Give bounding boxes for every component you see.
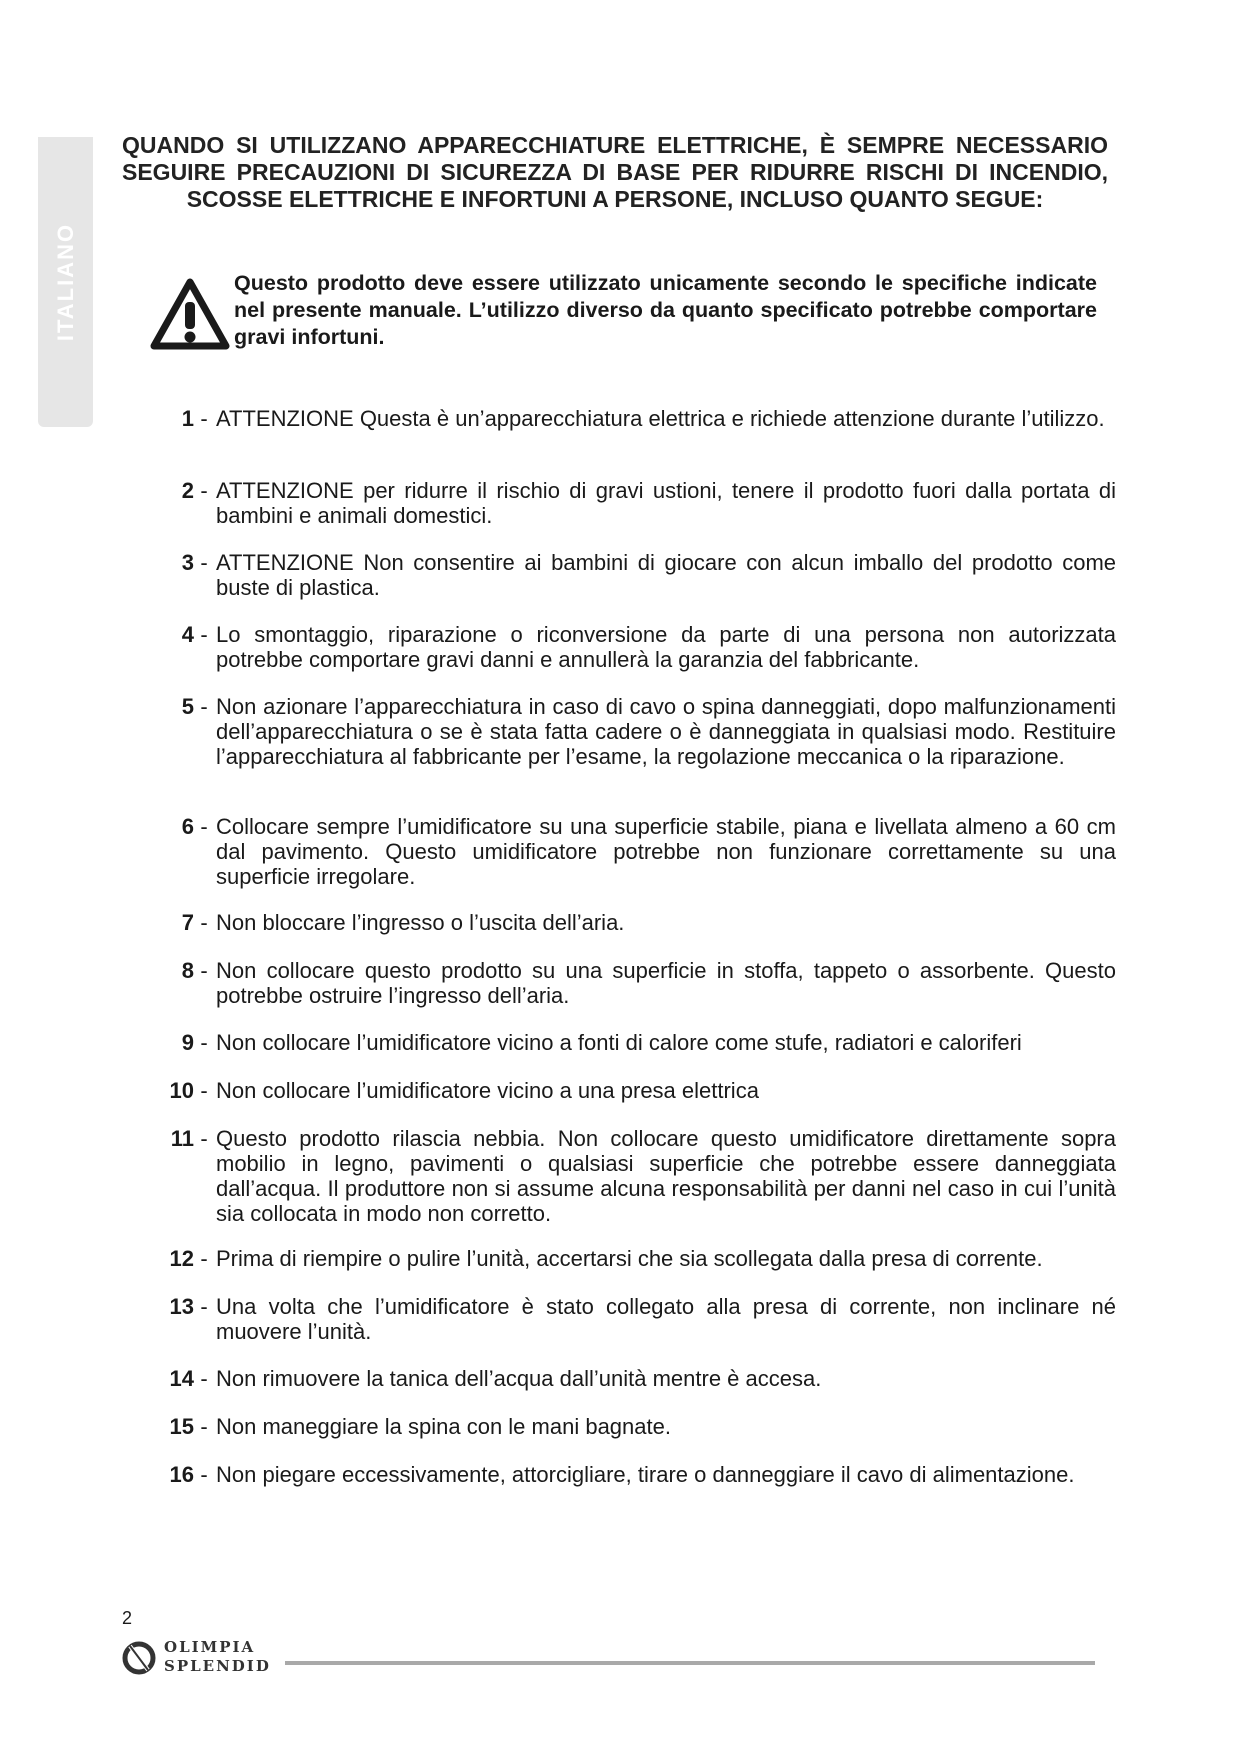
item-dash: - (200, 814, 208, 839)
item-text: Non collocare l’umidificatore vicino a fonti di calore come stufe, radiatori e caloriferi (216, 1030, 1022, 1055)
item-text: Collocare sempre l’umidificatore su una superficie stabile, piana e livellata almeno a 60 cm dal pavimento. Questo umidificatore potrebbe non funzionare correttamente su una superficie irregolare. (216, 814, 1116, 889)
item-text: Non bloccare l’ingresso o l’uscita dell’aria. (216, 910, 625, 935)
item-text: Non collocare l’umidificatore vicino a una presa elettrica (216, 1078, 759, 1103)
item-dash: - (200, 478, 208, 503)
item-dash: - (200, 694, 208, 719)
item-text: ATTENZIONE Questa è un’apparecchiatura elettrica e richiede attenzione durante l’utilizzo. (216, 406, 1105, 431)
item-text: Lo smontaggio, riparazione o riconversione da parte di una persona non autorizzata potrebbe comportare gravi danni e annullerà la garanzia del fabbricante. (216, 622, 1116, 672)
item-text: Non piegare eccessivamente, attorcigliare, tirare o danneggiare il cavo di alimentazione. (216, 1462, 1075, 1487)
item-dash: - (200, 910, 208, 935)
olimpia-splendid-logo-icon (120, 1639, 158, 1677)
item-text: ATTENZIONE Non consentire ai bambini di giocare con alcun imballo del prodotto come buste di plastica. (216, 550, 1116, 600)
item-dash: - (200, 1126, 208, 1151)
brand-line1: OLIMPIA (164, 1638, 256, 1656)
warning-triangle-icon (150, 278, 230, 350)
item-text: Prima di riempire o pulire l’unità, accertarsi che sia scollegata dalla presa di corrente. (216, 1246, 1043, 1271)
item-dash: - (200, 1246, 208, 1271)
safety-heading: QUANDO SI UTILIZZANO APPARECCHIATURE ELETTRICHE, È SEMPRE NECESSARIO SEGUIRE PRECAUZIONI DI SICUREZZA DI BASE PER RIDURRE RISCHI DI INCENDIO, SCOSSE ELETTRICHE E INFORTUNI A PERSONE, INCLUSO QUANTO SEGUE: (122, 132, 1108, 212)
item-number: 10 (169, 1078, 194, 1103)
item-dash: - (200, 1366, 208, 1391)
item-number: 8 (181, 958, 194, 983)
item-dash: - (200, 406, 208, 431)
item-number: 15 (169, 1414, 194, 1439)
item-number: 9 (181, 1030, 194, 1055)
item-number: 4 (181, 622, 194, 647)
item-text: Non rimuovere la tanica dell’acqua dall’unità mentre è accesa. (216, 1366, 822, 1391)
item-number: 2 (181, 478, 194, 503)
brand-line2: SPLENDID (164, 1657, 271, 1675)
item-text: Non azionare l’apparecchiatura in caso di cavo o spina danneggiati, dopo malfunzionamenti dell’apparecchiatura o se è stata fatta cadere o è danneggiata in qualsiasi modo. Restituire l’apparecchiatura al fabbricante per l’esame, la regolazione meccanica o la riparazione. (216, 694, 1116, 769)
item-dash: - (200, 622, 208, 647)
item-number: 5 (181, 694, 194, 719)
item-dash: - (200, 1078, 208, 1103)
item-dash: - (200, 1294, 208, 1319)
brand-logo (120, 1637, 280, 1677)
warning-text: Questo prodotto deve essere utilizzato unicamente secondo le specifiche indicate nel presente manuale. L’utilizzo diverso da quanto specificato potrebbe comportare gravi infortuni. (234, 271, 1097, 349)
side-tab-label: ITALIANO (52, 222, 78, 342)
item-text: Non collocare questo prodotto su una superficie in stoffa, tappeto o assorbente. Questo potrebbe ostruire l’ingresso dell’aria. (216, 958, 1116, 1008)
item-number: 13 (169, 1294, 194, 1319)
item-text: Non maneggiare la spina con le mani bagnate. (216, 1414, 671, 1439)
warning-box (150, 270, 1105, 360)
item-text: Questo prodotto rilascia nebbia. Non collocare questo umidificatore direttamente sopra mobilio in legno, pavimenti o qualsiasi superficie che potrebbe essere danneggiata dall’acqua. Il produttore non si assume alcuna responsabilità per danni nel caso in cui l’unità sia collocata in modo non corretto. (216, 1126, 1116, 1226)
item-number: 16 (169, 1462, 194, 1487)
item-dash: - (200, 1462, 208, 1487)
item-text: Una volta che l’umidificatore è stato collegato alla presa di corrente, non inclinare né muovere l’unità. (216, 1294, 1116, 1344)
item-number: 12 (169, 1246, 194, 1271)
footer-divider (285, 1661, 1095, 1665)
item-number: 11 (170, 1126, 194, 1151)
item-dash: - (200, 1414, 208, 1439)
item-text: ATTENZIONE per ridurre il rischio di gravi ustioni, tenere il prodotto fuori dalla portata di bambini e animali domestici. (216, 478, 1116, 528)
item-dash: - (200, 1030, 208, 1055)
item-dash: - (200, 958, 208, 983)
item-number: 3 (181, 550, 194, 575)
item-number: 6 (181, 814, 194, 839)
language-side-tab (38, 137, 93, 427)
item-dash: - (200, 550, 208, 575)
item-number: 14 (169, 1366, 194, 1391)
item-number: 1 (181, 406, 194, 431)
page-number: 2 (122, 1608, 133, 1628)
item-number: 7 (181, 910, 194, 935)
